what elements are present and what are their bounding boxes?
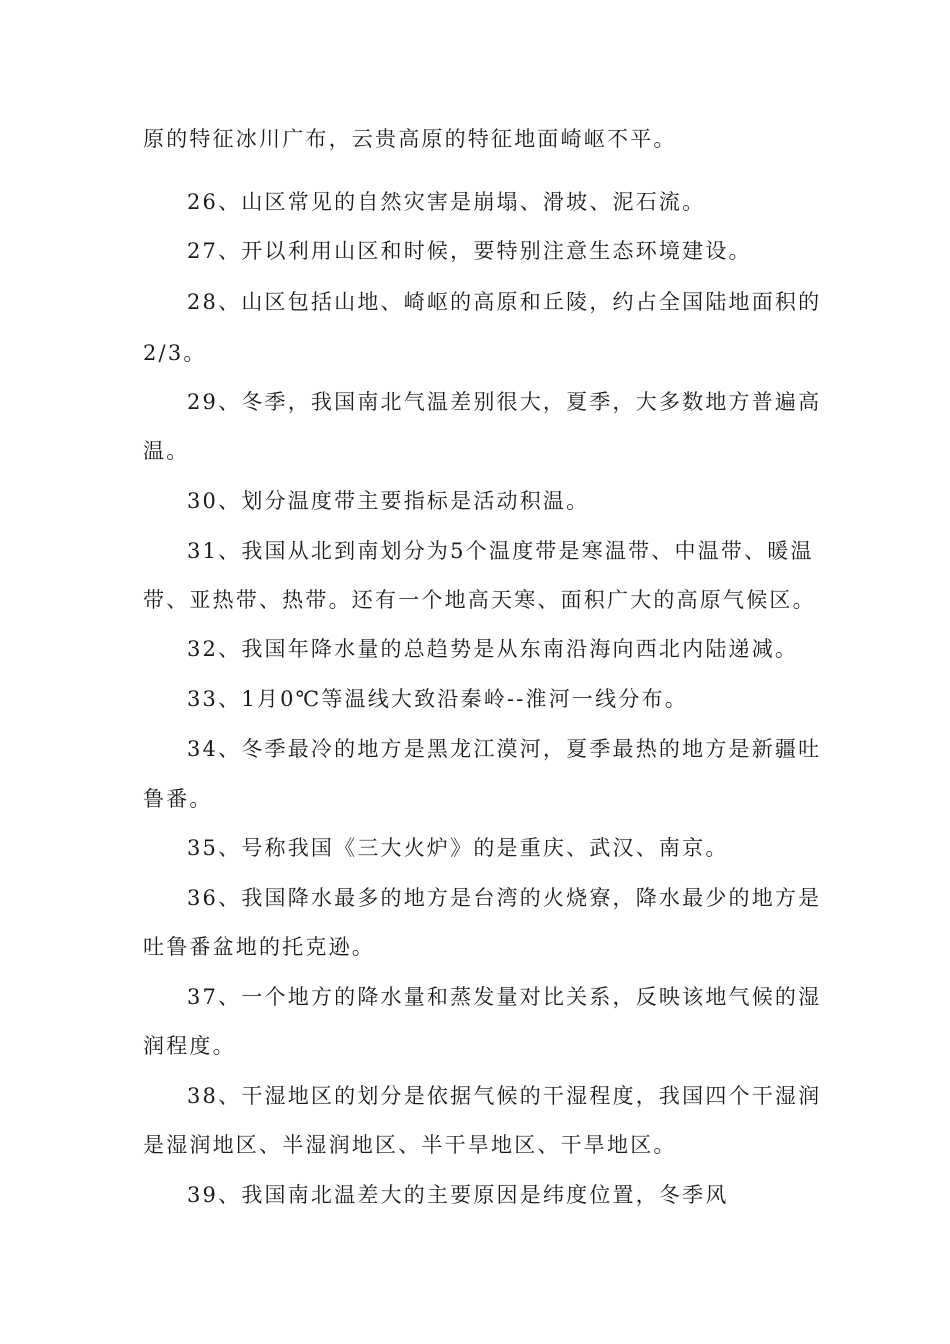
paragraph-line: 鲁番。: [143, 787, 213, 811]
paragraph-line: 温。: [143, 439, 190, 463]
paragraph-line: 37、一个地方的降水量和蒸发量对比关系，反映该地气候的湿: [187, 985, 822, 1009]
paragraph-line: 润程度。: [143, 1034, 236, 1058]
paragraph-line: 30、划分温度带主要指标是活动积温。: [187, 489, 590, 513]
paragraph-line: 29、冬季，我国南北气温差别很大，夏季，大多数地方普遍高: [187, 390, 822, 414]
paragraph-line: 32、我国年降水量的总趋势是从东南沿海向西北内陆递减。: [187, 637, 799, 661]
paragraph-line: 28、山区包括山地、崎岖的高原和丘陵，约占全国陆地面积的: [187, 290, 822, 314]
paragraph-line: 带、亚热带、热带。还有一个地高天寒、面积广大的高原气候区。: [143, 588, 816, 612]
paragraph-line: 33、1月0℃等温线大致沿秦岭--淮河一线分布。: [187, 687, 688, 711]
paragraph-line: 35、号称我国《三大火炉》的是重庆、武汉、南京。: [187, 836, 729, 860]
paragraph-line: 34、冬季最冷的地方是黑龙江漠河，夏季最热的地方是新疆吐: [187, 737, 822, 761]
paragraph-line: 38、干湿地区的划分是依据气候的干湿程度，我国四个干湿润: [187, 1084, 822, 1108]
paragraph-line: 吐鲁番盆地的托克逊。: [143, 935, 375, 959]
paragraph-line: 26、山区常见的自然灾害是崩塌、滑坡、泥石流。: [187, 190, 706, 214]
paragraph-line: 36、我国降水最多的地方是台湾的火烧寮，降水最少的地方是: [187, 886, 822, 910]
paragraph-line: 31、我国从北到南划分为5个温度带是寒温带、中温带、暖温: [187, 539, 814, 563]
paragraph-line: 2/3。: [143, 341, 207, 365]
paragraph-line: 27、开以利用山区和时候，要特别注意生态环境建设。: [187, 239, 752, 263]
paragraph-line: 39、我国南北温差大的主要原因是纬度位置，冬季风: [187, 1183, 729, 1207]
paragraph-line: 原的特征冰川广布，云贵高原的特征地面崎岖不平。: [143, 127, 677, 151]
paragraph-line: 是湿润地区、半湿润地区、半干旱地区、干旱地区。: [143, 1133, 677, 1157]
